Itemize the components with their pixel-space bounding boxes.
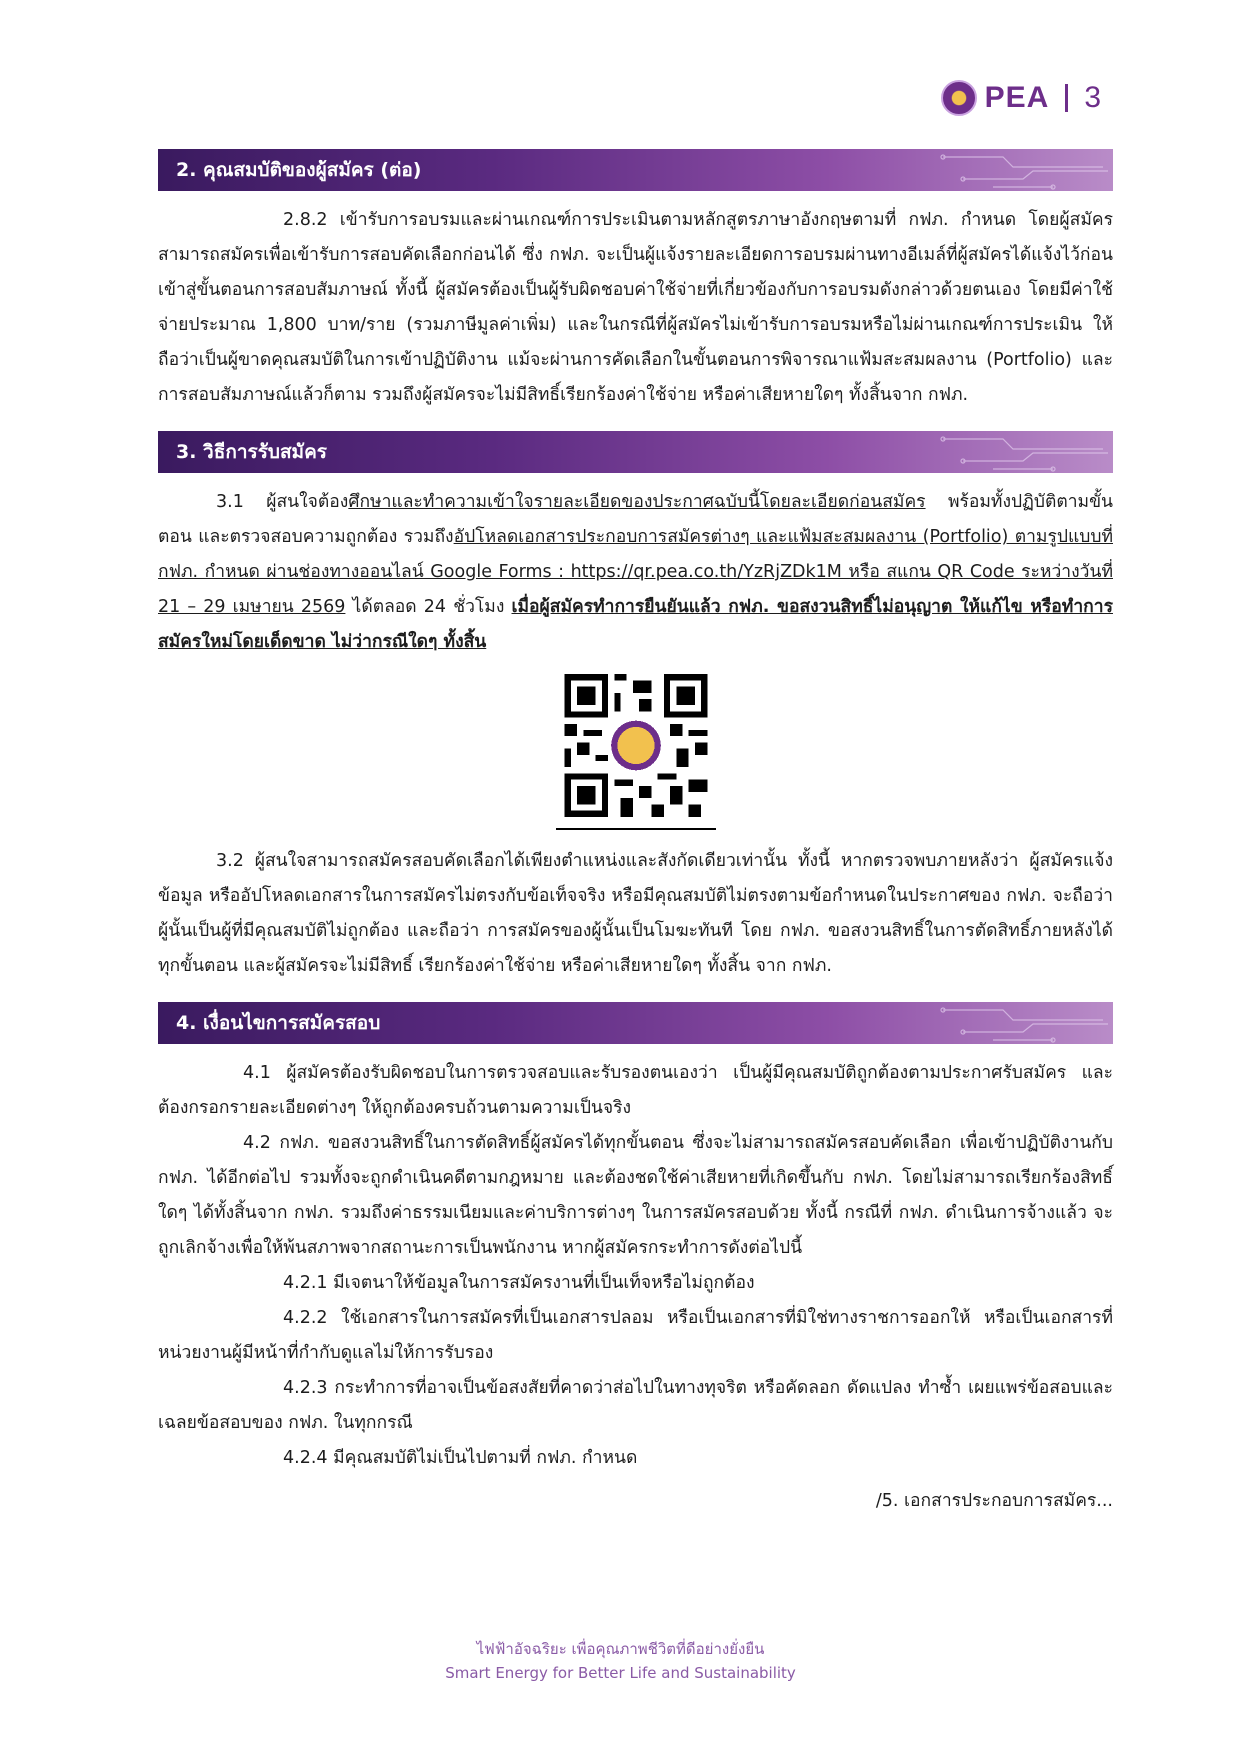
section-2-banner	[158, 149, 1113, 191]
paragraph-4-2-2: 4.2.2 ใช้เอกสารในการสมัครที่เป็นเอกสารปลอม หรือเป็นเอกสารที่มิใช่ทางราชการออกให้ หรือเป็นเอกสารที่หน่วยงานผู้มีหน้าที่กำกับดูแลไม่ให้การรับรอง	[158, 1308, 1113, 1363]
logo-text: PEA	[984, 81, 1050, 114]
text-3-1-hours: ได้ตลอด 24 ชั่วโมง	[345, 597, 512, 617]
text-3-1-follow: พร้อมทั้งปฏิบัติตามขั้นตอน และตรวจสอบความถูกต้อง รวมถึง	[158, 492, 1113, 547]
circuit-decoration-icon	[933, 431, 1113, 473]
qr-code-icon[interactable]	[556, 668, 716, 830]
circuit-decoration-icon	[933, 1002, 1113, 1044]
text-3-1-study: ศึกษาและทำความเข้าใจรายละเอียดของประกาศฉบับนี้โดยละเอียดก่อนสมัคร	[348, 492, 926, 512]
text-3-1-upload-link[interactable]: อัปโหลดเอกสารประกอบการสมัครต่างๆ และแฟ้มสะสมผลงาน (Portfolio) ตามรูปแบบที่ กฟภ. กำหนด ผ่านช่องทางออนไลน์ Google Forms : https://qr.pea.co.th/YzRjZDk1M หรือ สแกน QR Code ระหว่างวันที่ 21 – 29 เมษายน 2569	[158, 527, 1113, 617]
paragraph-4-2: 4.2 กฟภ. ขอสงวนสิทธิ์ในการตัดสิทธิ์ผู้สมัครได้ทุกขั้นตอน ซึ่งจะไม่สามารถสมัครสอบคัดเลือก เพื่อเข้าปฏิบัติงานกับ กฟภ. ได้อีกต่อไป รวมทั้งจะถูกดำเนินคดีตามกฎหมาย และต้องชดใช้ค่าเสียหายที่เกิดขึ้นกับ กฟภ. โดยไม่สามารถเรียกร้องสิทธิ์ใดๆ ได้ทั้งสิ้นจาก กฟภ. รวมถึงค่าธรรมเนียมและค่าบริการต่างๆ ในการสมัครสอบด้วย ทั้งนี้ กรณีที่ กฟภ. ดำเนินการจ้างแล้ว จะถูกเลิกจ้างเพื่อให้พ้นสภาพจากสถานะการเป็นพนักงาน หากผู้สมัครกระทำการดังต่อไปนี้	[158, 1133, 1113, 1258]
footer-english-slogan: Smart Energy for Better Life and Sustainability	[445, 1664, 796, 1682]
paragraph-3-2: 3.2 ผู้สนใจสามารถสมัครสอบคัดเลือกได้เพียงตำแหน่งและสังกัดเดียวเท่านั้น ทั้งนี้ หากตรวจพบภายหลังว่า ผู้สมัครแจ้งข้อมูล หรืออัปโหลดเอกสารในการสมัครไม่ตรงกับข้อเท็จจริง หรือมีคุณสมบัติไม่ตรงตามข้อกำหนดในประกาศของ กฟภ. จะถือว่าผู้นั้นเป็นผู้ที่มีคุณสมบัติไม่ถูกต้อง และถือว่า การสมัครของผู้นั้นเป็นโมฆะทันที โดย กฟภ. ขอสงวนสิทธิ์ในการตัดสิทธิ์ภายหลังได้ทุกขั้นตอน และผู้สมัครจะไม่มีสิทธิ์ เรียกร้องค่าใช้จ่าย หรือค่าเสียหายใดๆ ทั้งสิ้น จาก กฟภ.	[158, 851, 1113, 976]
paragraph-3-1	[158, 485, 1113, 660]
page-footer	[0, 1637, 1241, 1685]
footer-thai-slogan: ไฟฟ้าอัจฉริยะ เพื่อคุณภาพชีวิตที่ดีอย่างยั่งยืน	[476, 1640, 765, 1658]
logo-separator	[1065, 84, 1068, 112]
paragraph-2-8-2: 2.8.2 เข้ารับการอบรมและผ่านเกณฑ์การประเมินตามหลักสูตรภาษาอังกฤษตามที่ กฟภ. กำหนด โดยผู้สมัครสามารถสมัครเพื่อเข้ารับการสอบคัดเลือกก่อนได้ ซึ่ง กฟภ. จะเป็นผู้แจ้งรายละเอียดการอบรมผ่านทางอีเมล์ที่ผู้สมัครได้แจ้งไว้ก่อนเข้าสู่ขั้นตอนการสอบสัมภาษณ์ ทั้งนี้ ผู้สมัครต้องเป็นผู้รับผิดชอบค่าใช้จ่ายที่เกี่ยวข้องกับการอบรมดังกล่าวด้วยตนเอง โดยมีค่าใช้จ่ายประมาณ 1,800 บาท/ราย (รวมภาษีมูลค่าเพิ่ม) และในกรณีที่ผู้สมัครไม่เข้ารับการอบรมหรือไม่ผ่านเกณฑ์การประเมิน ให้ถือว่าเป็นผู้ขาดคุณสมบัติในการเข้าปฏิบัติงาน แม้จะผ่านการคัดเลือกในขั้นตอนการพิจารณาแฟ้มสะสมผลงาน (Portfolio) และการสอบสัมภาษณ์แล้วก็ตาม รวมถึงผู้สมัครจะไม่มีสิทธิ์เรียกร้องค่าใช้จ่าย หรือค่าเสียหายใดๆ ทั้งสิ้นจาก กฟภ.	[158, 210, 1113, 405]
paragraph-4-2-3: 4.2.3 กระทำการที่อาจเป็นข้อสงสัยที่คาดว่าส่อไปในทางทุจริต หรือคัดลอก ดัดแปลง ทำซ้ำ เผยแพร่ข้อสอบและเฉลยข้อสอบของ กฟภ. ในทุกกรณี	[158, 1378, 1113, 1433]
pea-emblem-icon	[941, 80, 977, 116]
section-3-banner	[158, 431, 1113, 473]
section-4-title: 4. เงื่อนไขการสมัครสอบ	[176, 1012, 381, 1034]
section-4-banner	[158, 1002, 1113, 1044]
text-3-1-intro: 3.1 ผู้สนใจต้อง	[216, 492, 349, 512]
header-logo	[941, 80, 1101, 116]
continued-note: /5. เอกสารประกอบการสมัคร...	[875, 1491, 1113, 1511]
document-body	[158, 149, 1113, 1514]
paragraph-4-1: 4.1 ผู้สมัครต้องรับผิดชอบในการตรวจสอบและรับรองตนเองว่า เป็นผู้มีคุณสมบัติถูกต้องตามประกาศรับสมัคร และต้องกรอกรายละเอียดต่างๆ ให้ถูกต้องครบถ้วนตามความเป็นจริง	[158, 1063, 1113, 1118]
section-2-title: 2. คุณสมบัติของผู้สมัคร (ต่อ)	[176, 159, 422, 181]
paragraph-4-2-4: 4.2.4 มีคุณสมบัติไม่เป็นไปตามที่ กฟภ. กำหนด	[283, 1448, 638, 1468]
text-3-1-warning: เมื่อผู้สมัครทำการยืนยันแล้ว กฟภ. ขอสงวนสิทธิ์ไม่อนุญาต ให้แก้ไข หรือทำการสมัครใหม่โดยเด็ดขาด ไม่ว่ากรณีใดๆ ทั้งสิ้น	[158, 597, 1113, 652]
section-3-title: 3. วิธีการรับสมัคร	[176, 441, 327, 463]
paragraph-4-2-1: 4.2.1 มีเจตนาให้ข้อมูลในการสมัครงานที่เป็นเท็จหรือไม่ถูกต้อง	[283, 1273, 755, 1293]
circuit-decoration-icon	[933, 149, 1113, 191]
page-number: 3	[1084, 81, 1101, 114]
qr-code-container	[158, 668, 1113, 830]
